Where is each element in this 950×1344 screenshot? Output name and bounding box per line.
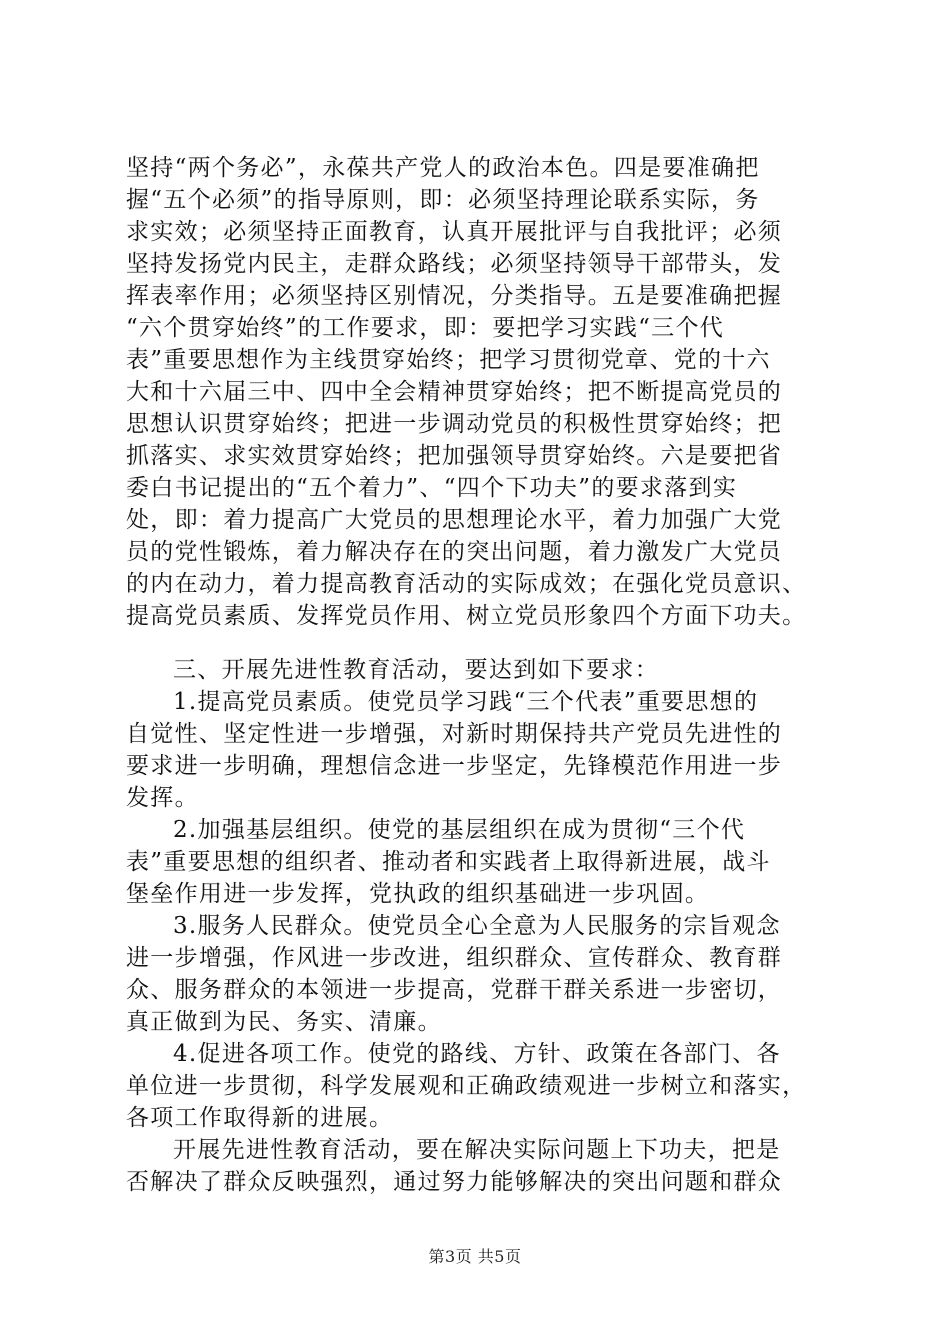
text-line: 否解决了群众反映强烈，通过努力能够解决的突出问题和群众 xyxy=(126,1169,783,1195)
text-line: 提高党员素质、发挥党员作用、树立党员形象四个方面下功夫。 xyxy=(126,603,807,629)
text-line: 自觉性、坚定性进一步增强，对新时期保持共产党员先进性的 xyxy=(126,721,783,747)
text-line: 进一步增强，作风进一步改进，组织群众、宣传群众、教育群 xyxy=(126,945,783,971)
text-line: 抓落实、求实效贯穿始终；把加强领导贯穿始终。六是要把省 xyxy=(126,443,783,469)
text-line: 众、服务群众的本领进一步提高，党群干群关系进一步密切， xyxy=(126,977,783,1003)
text-line: 表”重要思想作为主线贯穿始终；把学习贯彻党章、党的十六 xyxy=(126,347,771,373)
text-line: 单位进一步贯彻，科学发展观和正确政绩观进一步树立和落实， xyxy=(126,1073,807,1099)
text-line: 握“五个必须”的指导原则，即：必须坚持理论联系实际，务 xyxy=(126,187,760,213)
text-line: 要求进一步明确，理想信念进一步坚定，先锋模范作用进一步 xyxy=(126,753,783,779)
text-line: 开展先进性教育活动，要在解决实际问题上下功夫，把是 xyxy=(173,1137,781,1163)
text-line: 表”重要思想的组织者、推动者和实践者上取得新进展，战斗 xyxy=(126,849,771,875)
text-line: 1.提高党员素质。使党员学习践“三个代表”重要思想的 xyxy=(173,689,759,715)
document-body xyxy=(126,152,852,1198)
text-line: 处，即：着力提高广大党员的思想理论水平，着力加强广大党 xyxy=(126,507,783,533)
page-number: 第3页 共5页 xyxy=(428,1247,522,1266)
paragraph-gap xyxy=(126,632,852,654)
text-line: 大和十六届三中、四中全会精神贯穿始终；把不断提高党员的 xyxy=(126,379,783,405)
text-line: “六个贯穿始终”的工作要求，即：要把学习实践“三个代 xyxy=(126,315,725,341)
text-line: 坚持“两个务必”，永葆共产党人的政治本色。四是要准确把 xyxy=(126,155,760,181)
paragraph-closing xyxy=(126,1134,852,1198)
text-line: 发挥。 xyxy=(126,785,199,811)
text-line: 3.服务人民群众。使党员全心全意为人民服务的宗旨观念 xyxy=(173,913,781,939)
text-line: 真正做到为民、务实、清廉。 xyxy=(126,1009,442,1035)
text-line: 挥表率作用；必须坚持区别情况，分类指导。五是要准确把握 xyxy=(126,283,783,309)
text-line: 的内在动力，着力提高教育活动的实际成效；在强化党员意识、 xyxy=(126,571,807,597)
section-heading: 三、开展先进性教育活动，要达到如下要求： xyxy=(173,657,659,683)
list-item-4 xyxy=(126,1038,852,1134)
list-item-1 xyxy=(126,686,852,814)
text-line: 堡垒作用进一步发挥，党执政的组织基础进一步巩固。 xyxy=(126,881,710,907)
text-line: 4.促进各项工作。使党的路线、方针、政策在各部门、各 xyxy=(173,1041,781,1067)
text-line: 委白书记提出的“五个着力”、“四个下功夫”的要求落到实 xyxy=(126,475,738,501)
text-line: 求实效；必须坚持正面教育，认真开展批评与自我批评；必须 xyxy=(126,219,783,245)
text-line: 2.加强基层组织。使党的基层组织在成为贯彻“三个代 xyxy=(173,817,746,843)
paragraph-requirements xyxy=(126,152,852,632)
list-item-3 xyxy=(126,910,852,1038)
text-line: 思想认识贯穿始终；把进一步调动党员的积极性贯穿始终；把 xyxy=(126,411,783,437)
list-item-2 xyxy=(126,814,852,910)
text-line: 各项工作取得新的进展。 xyxy=(126,1105,394,1131)
text-line: 坚持发扬党内民主，走群众路线；必须坚持领导干部带头，发 xyxy=(126,251,783,277)
text-line: 员的党性锻炼，着力解决存在的突出问题，着力激发广大党员 xyxy=(126,539,783,565)
